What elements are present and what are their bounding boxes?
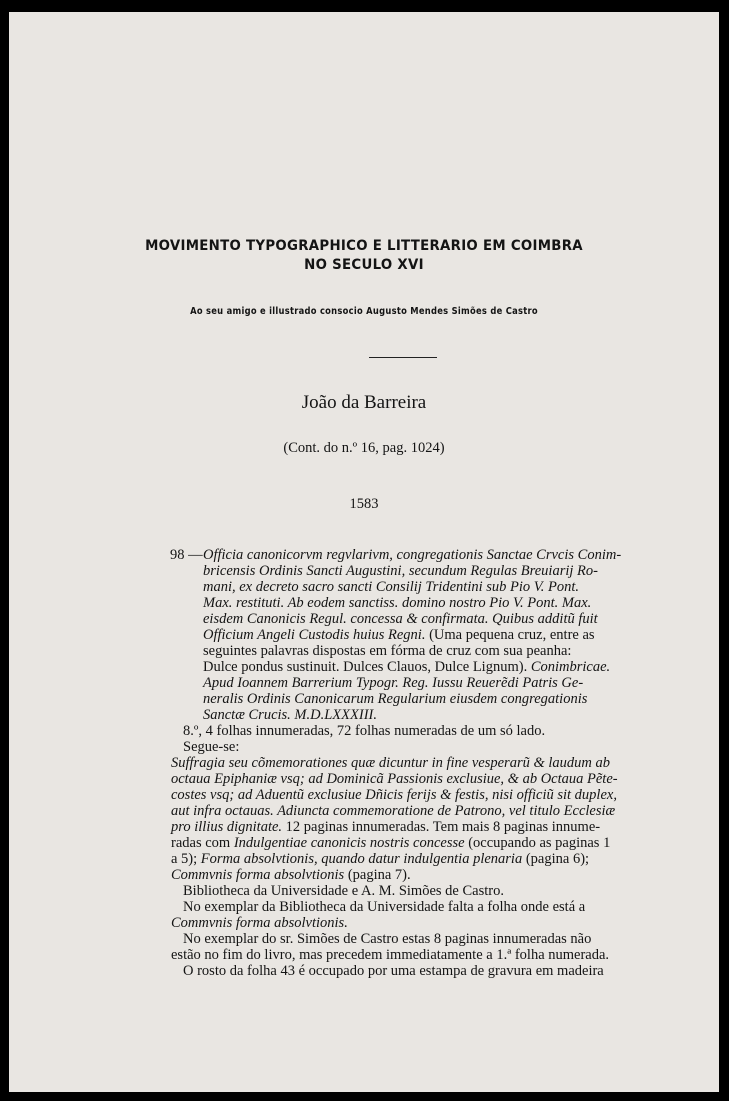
description-line-italic: Commvnis forma absolvtionis — [171, 867, 345, 883]
entry-line: Sanctæ Crucis. M.D.LXXXIII. — [203, 707, 377, 723]
note-line: O rosto da folha 43 é occupado por uma estampa de gravura em madeira — [183, 963, 604, 979]
description-line — [171, 835, 610, 851]
note-line: No exemplar da Bibliotheca da Universidade falta a folha onde está a — [183, 899, 586, 915]
entry-line — [203, 659, 610, 675]
entry-line-roman: Dulce pondus sustinuit. Dulces Clauos, Dulce Lignum). — [203, 659, 531, 675]
note-line: Commvnis forma absolvtionis. — [171, 915, 348, 931]
dedication: Ao seu amigo e illustrado consocio Augusto Mendes Simões de Castro — [190, 306, 538, 317]
segue-label: Segue-se: — [183, 739, 240, 755]
divider — [369, 357, 437, 358]
description-line-italic: pro illius dignitate. — [171, 819, 283, 835]
entry-line: seguintes palavras dispostas em fórma de cruz com sua peanha: — [203, 643, 572, 659]
note-line: estão no fim do livro, mas precedem immediatamente a 1.ª folha numerada. — [171, 947, 610, 963]
entry-number: 98 — — [170, 547, 203, 563]
description-line-roman: (pagina 6); — [522, 851, 590, 867]
entry-line — [203, 627, 595, 643]
description-line: octaua Epiphaniæ vsq; ad Dominicã Passionis exclusiue, & ab Octaua Pẽte- — [171, 771, 618, 787]
entry-line: Officia canonicorvm regvlarivm, congregationis Sanctae Crvcis Conim- — [203, 547, 622, 563]
entry-line-italic: Officium Angeli Custodis huius Regni. — [203, 627, 426, 643]
description-line — [171, 819, 600, 835]
continuation-note: (Cont. do n.º 16, pag. 1024) — [283, 440, 445, 456]
description-line-roman: a 5); — [171, 851, 201, 867]
description-line — [171, 851, 589, 867]
description-line — [171, 867, 411, 883]
description-line: Suffragia seu cõmemorationes quæ dicuntur in fine vesperarũ & laudum ab — [171, 755, 610, 771]
library-line: Bibliotheca da Universidade e A. M. Simões de Castro. — [183, 883, 504, 899]
entry-line: Apud Ioannem Barrerium Typogr. Reg. Iussu Reuerẽdi Patris Ge- — [203, 675, 584, 691]
description-line-roman: radas com — [171, 835, 234, 851]
description-line: aut infra octauas. Adiuncta commemoratione de Patrono, vel titulo Ecclesiæ — [171, 803, 616, 819]
entry-line-italic: Conimbricae. — [530, 659, 611, 675]
format-line: 8.º, 4 folhas innumeradas, 72 folhas numeradas de um só lado. — [183, 723, 546, 739]
description-line-roman: (pagina 7). — [344, 867, 411, 883]
entry-line: mani, ex decreto sacro sancti Consilij Tridentini sub Pio V. Pont. — [203, 579, 580, 595]
description-line-roman: 12 paginas innumeradas. Tem mais 8 paginas innume- — [282, 819, 601, 835]
entry-line: neralis Ordinis Canonicarum Regularium eiusdem congregationis — [203, 691, 588, 707]
year-heading: 1583 — [349, 496, 379, 512]
entry-line: bricensis Ordinis Sancti Augustini, secundum Regulas Breuiarij Ro- — [203, 563, 598, 579]
note-line: No exemplar do sr. Simões de Castro estas 8 paginas innumeradas não — [183, 931, 592, 947]
entry-line: eisdem Canonicis Regul. concessa & confirmata. Quibus additũ fuit — [203, 611, 598, 627]
series-title-line1: MOVIMENTO TYPOGRAPHICO E LITTERARIO EM COIMBRA — [145, 238, 583, 254]
document-page — [9, 12, 719, 1092]
entry-line: Max. restituti. Ab eodem sanctiss. domino nostro Pio V. Pont. Max. — [203, 595, 592, 611]
series-title-line2: NO SECULO XVI — [304, 257, 424, 273]
description-line-italic: Forma absolvtionis, quando datur indulgentia plenaria — [200, 851, 523, 867]
description-line-roman: (occupando as paginas 1 — [464, 835, 611, 851]
description-line-italic: Indulgentiae canonicis nostris concesse — [233, 835, 465, 851]
entry-line-roman: (Uma pequena cruz, entre as — [425, 627, 595, 643]
description-line: costes vsq; ad Aduentũ exclusiue Dñicis ferijs & festis, nisi officiũ sit duplex, — [171, 787, 617, 803]
author-name: João da Barreira — [301, 392, 427, 413]
